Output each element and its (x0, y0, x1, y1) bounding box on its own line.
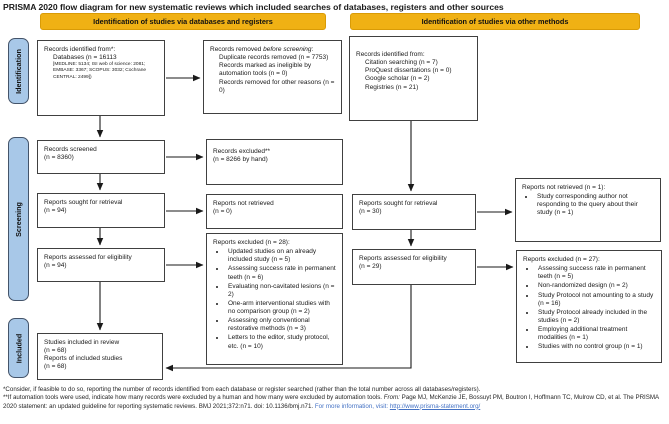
box-records-excluded: Records excluded** (n = 8266 by hand) (206, 139, 343, 185)
reports-excluded-databases-list (213, 248, 337, 351)
records-identified-databases-count: Databases (n = 16113 (53, 54, 117, 62)
excluded-reason: • Study Protocol already included in the studies (n = 2) (536, 309, 656, 325)
excluded-reason: • Study Protocol not amounting to a study (n = 16) (536, 292, 656, 308)
excluded-reason: • Non-randomized design (n = 2) (536, 282, 656, 290)
records-identified-other-title: Records identified from: (356, 51, 425, 58)
excluded-reason: • Evaluating non-cavitated lesions (n = 2) (226, 283, 337, 299)
stage-label-identification: Identification (8, 38, 29, 104)
footnote-asterisk: *Consider, if feasible to do so, reporting the number of records identified from each database or register searched (rather than the total number across all databases/registers). (3, 386, 481, 393)
records-removed-item: Duplicate records removed (n = 7753) (219, 54, 329, 62)
excluded-reason: • Employing additional treatment modalities (n = 1) (536, 326, 656, 342)
footnotes (3, 386, 666, 411)
not-retrieved-reason: • Study corresponding author not responding to the query about their study (n = 1) (535, 193, 655, 217)
records-removed-item: Records marked as ineligible by automation tools (n = 0) (219, 62, 312, 78)
reports-excluded-databases-title: Reports excluded (n = 28): (213, 239, 290, 246)
box-records-identified-databases (37, 40, 165, 116)
excluded-reason: • Assessing only conventional restorative methods (n = 3) (226, 317, 337, 333)
records-removed-item: Records removed for other reasons (n = 0) (219, 78, 335, 94)
excluded-reason: • One-arm interventional studies with no comparison group (n = 2) (226, 300, 337, 316)
box-reports-excluded-other (516, 250, 662, 363)
records-identified-database-detail: [MEDLINE: 5134; ISI web of science: 2081; EMBASE: 3367; SCOPUS: 3032; Cochrane CENTRAL: 2499]) (53, 62, 147, 80)
reports-not-retrieved-other-title: Reports not retrieved (n = 1): (522, 184, 606, 191)
page-title: PRISMA 2020 flow diagram for new systematic reviews which included searches of databases, registers and other sources (3, 2, 504, 12)
header-other-methods (350, 13, 640, 30)
reports-not-retrieved-other-list (522, 193, 655, 217)
box-reports-not-retrieved-other (515, 178, 661, 242)
box-reports-excluded-databases (206, 233, 343, 365)
excluded-reason: • Assessing success rate in permanent teeth (n = 5) (536, 265, 656, 281)
excluded-reason: • Updated studies on an already included study (n = 5) (226, 248, 337, 264)
excluded-reason: • Assessing success rate in permanent teeth (n = 6) (226, 265, 337, 281)
more-info-text: For more information, visit: (314, 402, 390, 410)
box-studies-included: Studies included in review (n = 68) Reports of included studies (n = 68) (37, 333, 163, 380)
prisma-statement-link[interactable]: http://www.prisma-statement.org/ (389, 402, 481, 410)
records-identified-other-item: Google scholar (n = 2) (365, 75, 430, 83)
records-identified-other-item: ProQuest dissertations (n = 0) (365, 67, 452, 75)
box-reports-sought-databases: Reports sought for retrieval (n = 94) (37, 193, 165, 228)
box-records-screened: Records screened (n = 8360) (37, 140, 165, 174)
reports-excluded-other-title: Reports excluded (n = 27): (523, 256, 600, 263)
excluded-reason: • Studies with no control group (n = 1) (536, 343, 656, 351)
header-databases-registers-label: Identification of studies via databases and registers (93, 17, 273, 26)
stage-label-included: Included (8, 318, 29, 378)
reports-excluded-other-list (523, 265, 656, 351)
records-identified-line: Records identified from*: (44, 46, 116, 53)
box-reports-assessed-other: Reports assessed for eligibility (n = 29) (352, 249, 476, 285)
header-databases-registers (40, 13, 326, 30)
records-removed-title: Records removed before screening: (210, 46, 314, 53)
box-records-removed (203, 40, 342, 114)
records-identified-other-item: Registries (n = 21) (365, 83, 419, 91)
excluded-reason: • Letters to the editor, study protocol, etc. (n = 10) (226, 334, 337, 350)
records-identified-other-item: Citation searching (n = 7) (365, 59, 438, 67)
footnote-double-asterisk: **If automation tools were used, indicate how many records were excluded by a human and how many were excluded by automation tools. From: Page MJ, McKenzie JE, Bossuyt PM, Boutron I, Hoffmann TC, Mulrow CD, et al. The PRISMA 2020 statement: an updated guideline for reporting systematic reviews. BMJ 2021;372:n71. doi: 10.1136/bmj.n71. For more information, visit: http://www.prisma-statement.org/ (3, 394, 659, 410)
box-reports-assessed-databases: Reports assessed for eligibility (n = 94) (37, 248, 165, 282)
stage-label-screening: Screening (8, 137, 29, 301)
box-reports-sought-other: Reports sought for retrieval (n = 30) (352, 194, 476, 230)
box-reports-not-retrieved-databases: Reports not retrieved (n = 0) (206, 194, 343, 229)
header-other-methods-label: Identification of studies via other methods (421, 17, 569, 26)
from-label: From: (383, 394, 400, 402)
box-records-identified-other (349, 36, 478, 121)
